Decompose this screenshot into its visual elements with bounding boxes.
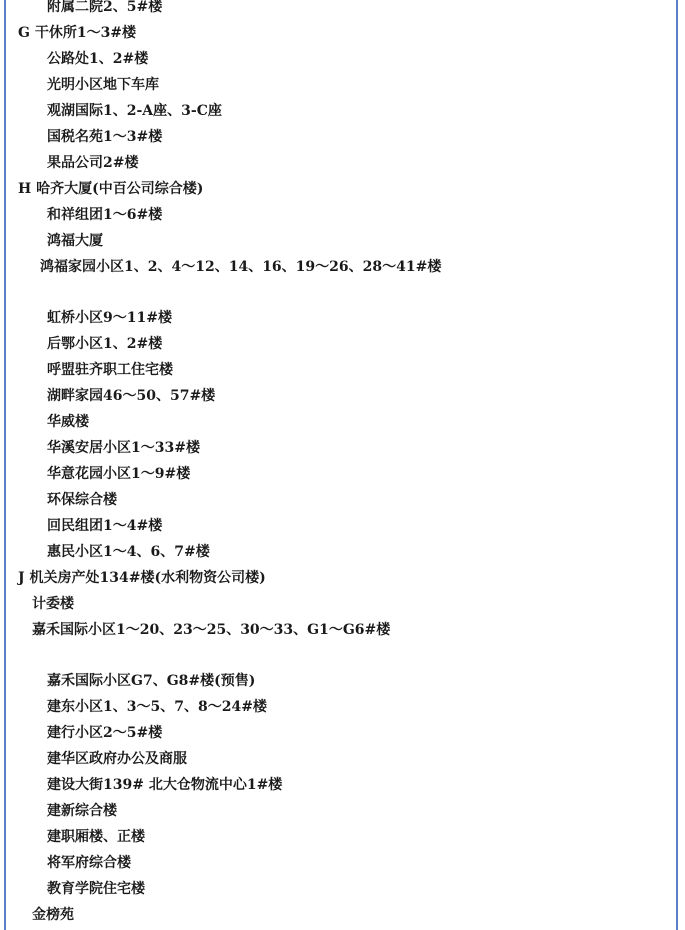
list-item: 建东小区1、3～5、7、8～24#楼 [47, 699, 267, 715]
list-item: 后鄂小区1、2#楼 [47, 336, 163, 352]
list-item: 国税名苑1～3#楼 [47, 129, 163, 145]
blank-line [6, 280, 676, 305]
list-item: 华威楼 [47, 414, 89, 430]
document-frame [4, 0, 678, 930]
list-item: 惠民小区1～4、6、7#楼 [47, 544, 210, 560]
list-item: 湖畔家园46～50、57#楼 [47, 388, 216, 404]
list-item: 果品公司2#楼 [47, 155, 139, 171]
list-item: 呼盟驻齐职工住宅楼 [47, 362, 173, 378]
list-item: 嘉禾国际小区1～20、23～25、30～33、G1～G6#楼 [32, 622, 391, 638]
list-item: 和祥组团1～6#楼 [47, 207, 163, 223]
list-item: 嘉禾国际小区G7、G8#楼(预售) [47, 673, 256, 689]
blank-line [6, 643, 676, 668]
list-item: 鸿福大厦 [47, 233, 103, 249]
list-item: 建设大街139# 北大仓物流中心1#楼 [47, 777, 283, 793]
list-item: 计委楼 [32, 596, 74, 612]
building-list [6, 0, 676, 928]
list-item: 华溪安居小区1～33#楼 [47, 440, 200, 456]
letter-section-heading: J 机关房产处134#楼(水利物资公司楼) [18, 570, 266, 586]
letter-section-heading: H 哈齐大厦(中百公司综合楼) [18, 181, 204, 197]
list-item: 建行小区2～5#楼 [47, 725, 163, 741]
letter-section-heading: G 干休所1～3#楼 [18, 25, 137, 41]
list-item: 建华区政府办公及商服 [47, 751, 187, 767]
list-item: 观湖国际1、2-A座、3-C座 [47, 103, 222, 119]
list-item: 鸿福家园小区1、2、4～12、14、16、19～26、28～41#楼 [40, 259, 442, 275]
list-item: 教育学院住宅楼 [47, 881, 145, 897]
list-item: 环保综合楼 [47, 492, 117, 508]
list-item: 虹桥小区9～11#楼 [47, 310, 172, 326]
list-item: 附属二院2、5#楼 [47, 0, 163, 15]
list-item: 回民组团1～4#楼 [47, 518, 163, 534]
list-item: 华意花园小区1～9#楼 [47, 466, 191, 482]
list-item: 将军府综合楼 [47, 855, 131, 871]
list-item: 建新综合楼 [47, 803, 117, 819]
list-item: 光明小区地下车库 [47, 77, 159, 93]
list-item: 公路处1、2#楼 [47, 51, 149, 67]
list-item: 金榜苑 [32, 907, 74, 923]
list-item: 建职厢楼、正楼 [47, 829, 145, 845]
